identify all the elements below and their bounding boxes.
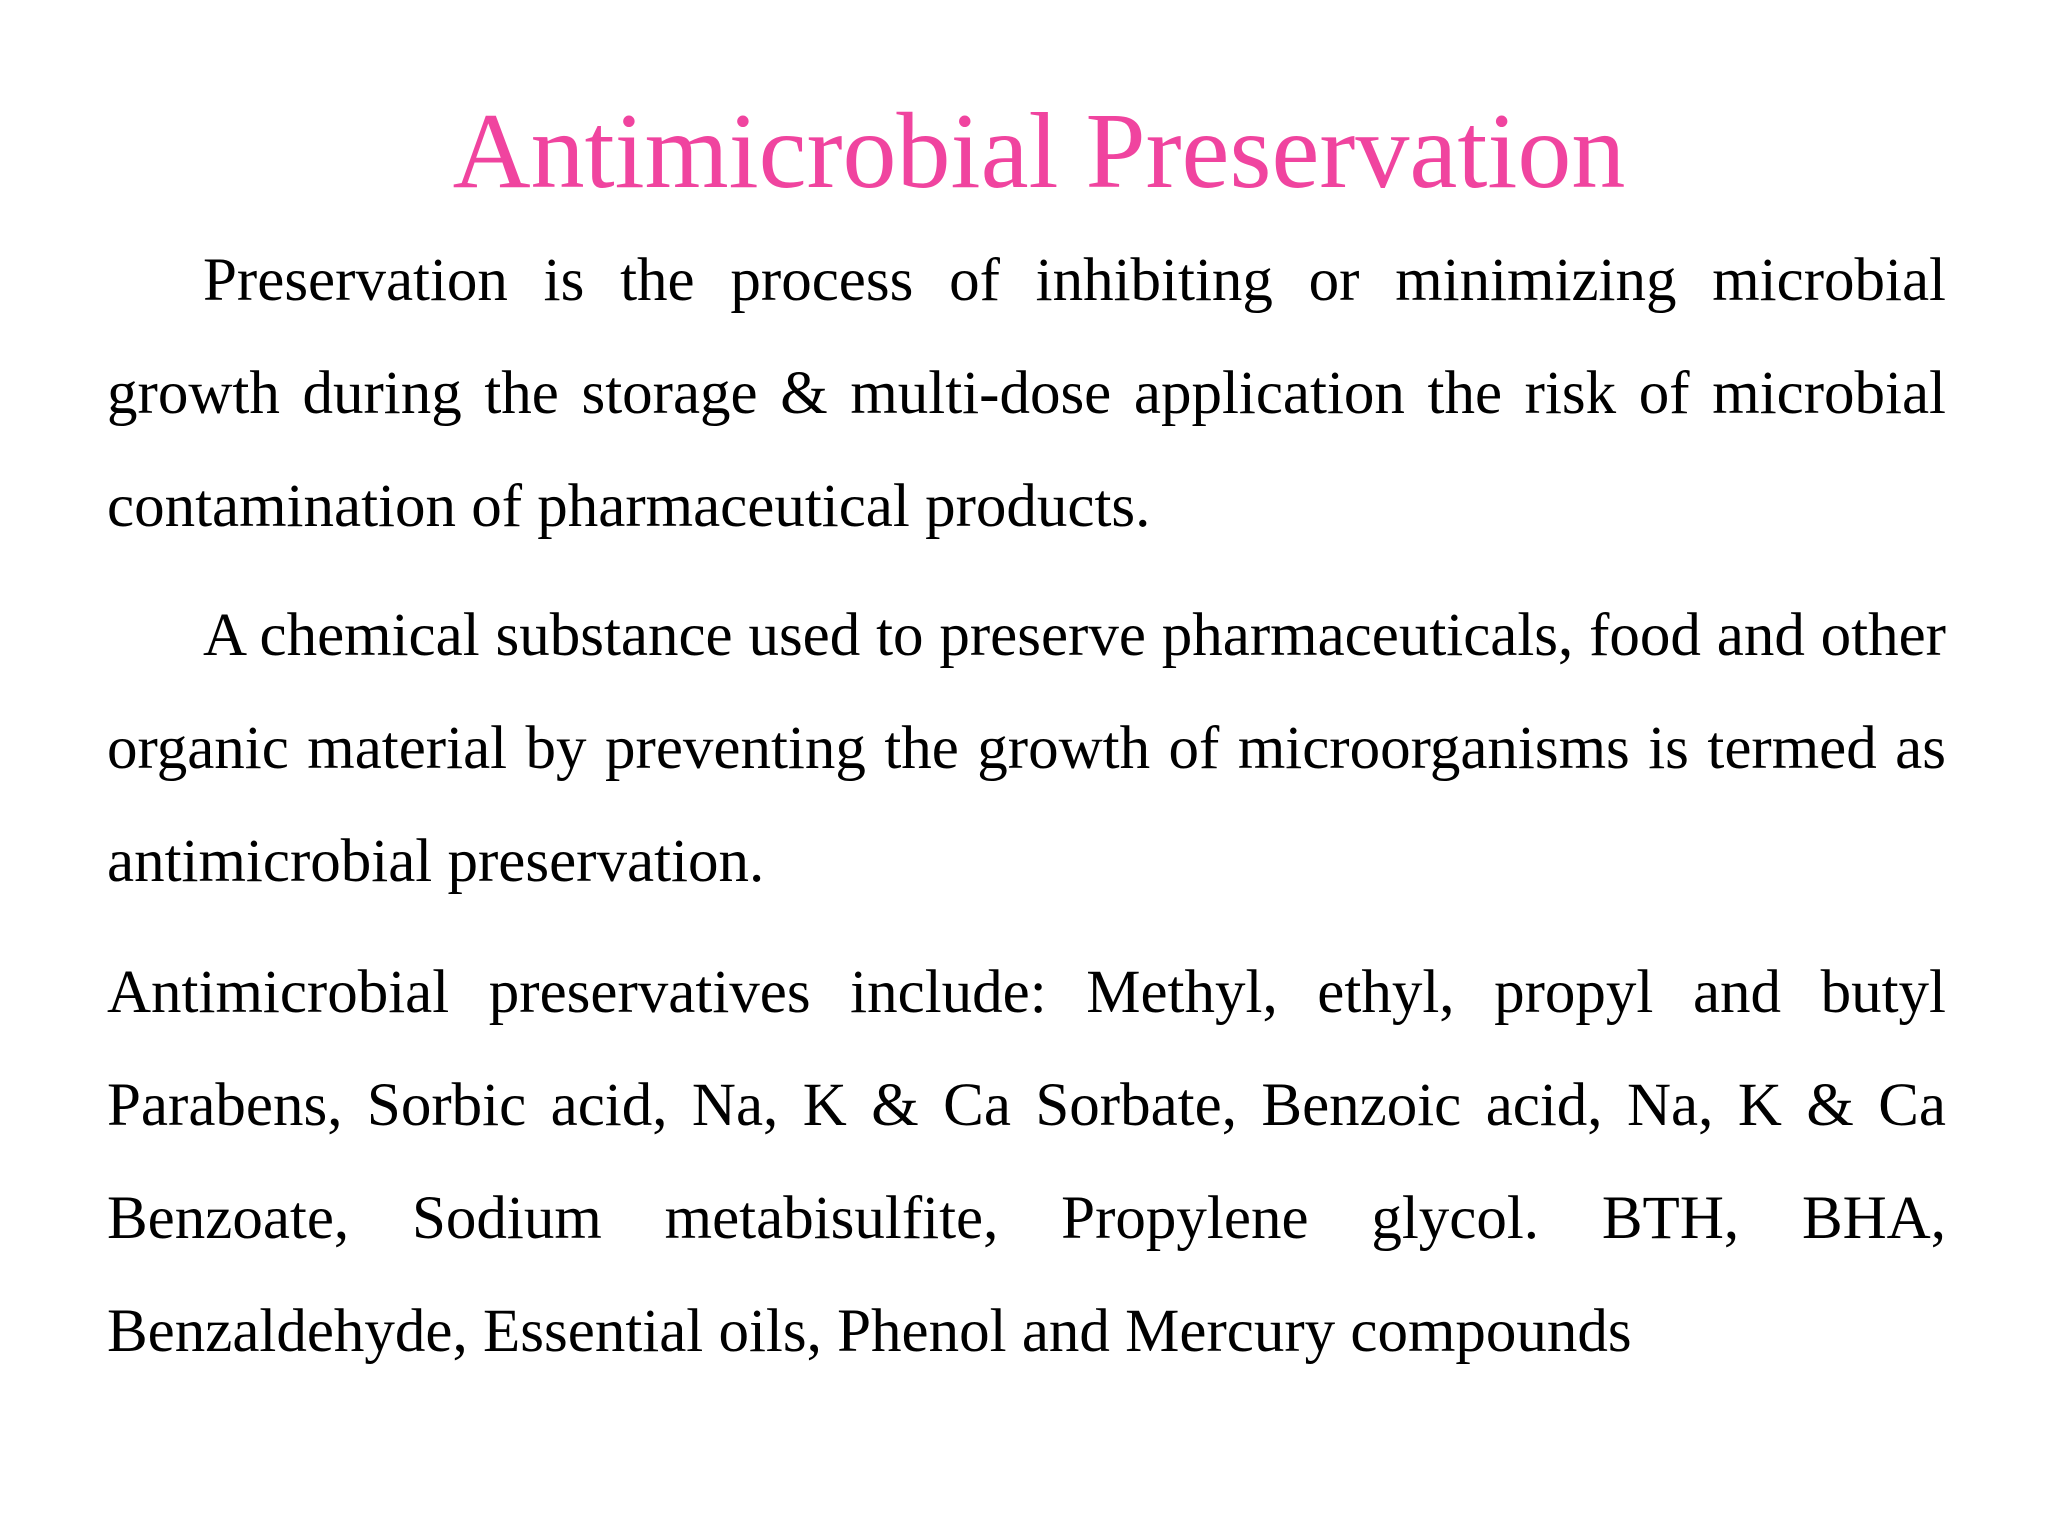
definition-paragraph: Preservation is the process of inhibiting or minimizing microbial growth during the storage & multi-dose application the risk of microbial contamination of pharmaceutical products. [107, 247, 1946, 540]
slide-title: Antimicrobial Preservation [452, 92, 1626, 211]
preservatives-list-paragraph: Antimicrobial preservatives include: Methyl, ethyl, propyl and butyl Parabens, Sorbic acid, Na, K & Ca Sorbate, Benzoic acid, Na, K & Ca Benzoate, Sodium metabisulfite, Propylene glycol. BTH, BHA, Benzaldehyde, Essential oils, Phenol and Mercury compounds [107, 959, 1946, 1365]
preservative-definition-paragraph: A chemical substance used to preserve pharmaceuticals, food and other organic material by preventing the growth of microorganisms is termed as antimicrobial preservation. [107, 602, 1946, 895]
